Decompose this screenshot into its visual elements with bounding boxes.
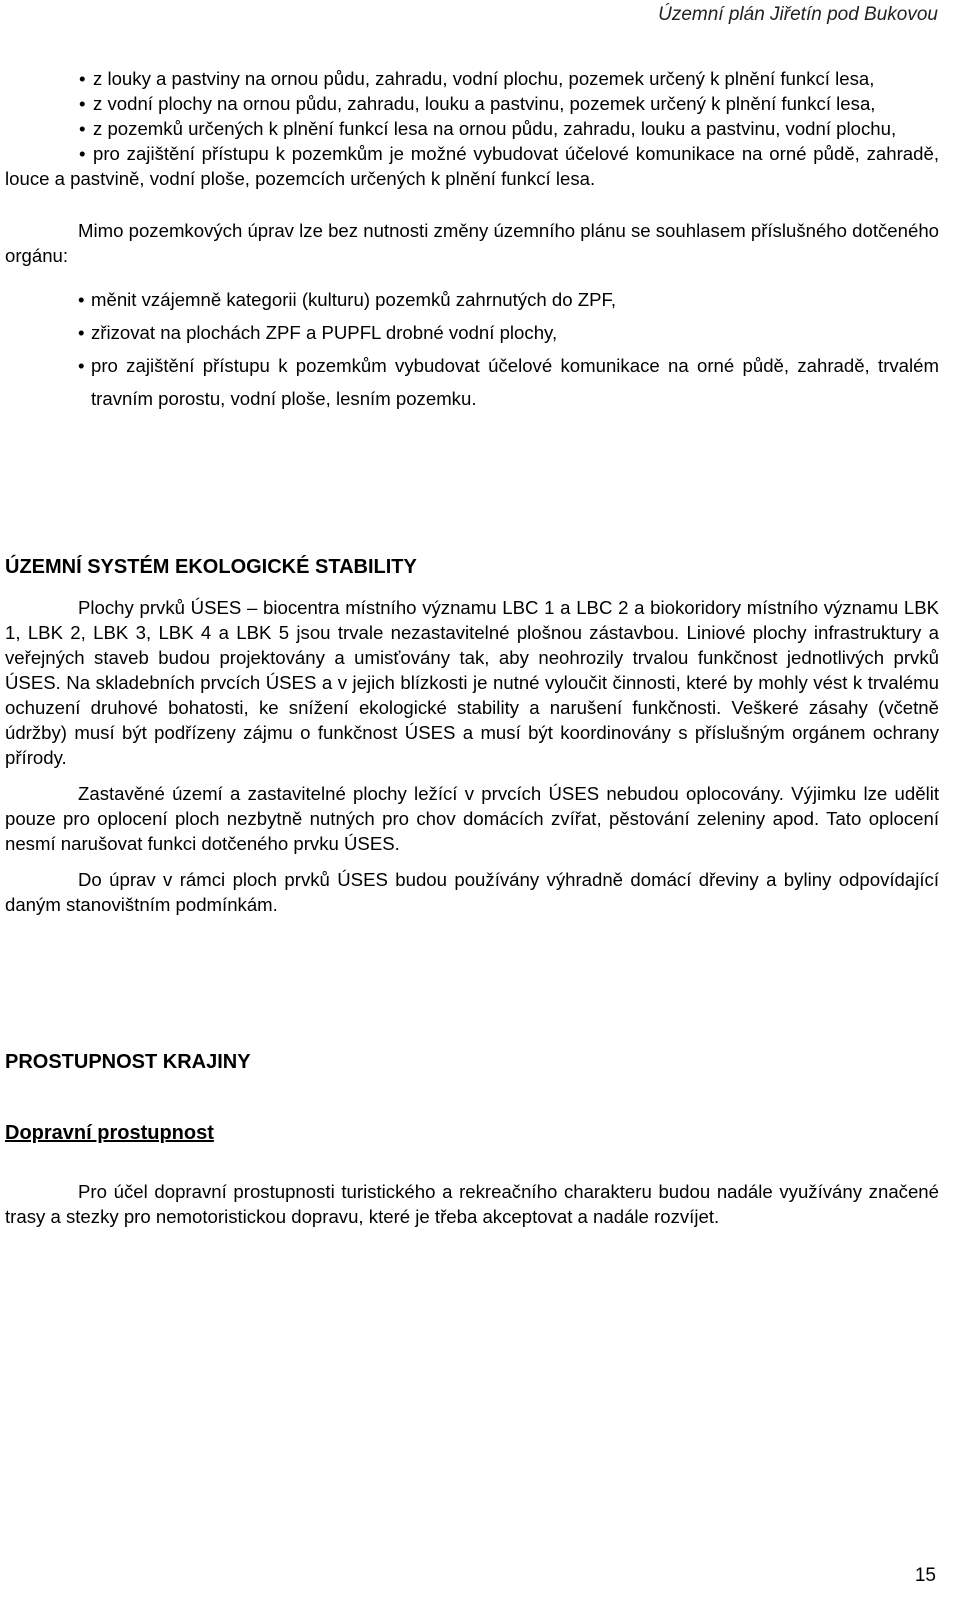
uses-paragraph-2: Zastavěné území a zastavitelné plochy ležící v prvcích ÚSES nebudou oplocovány. Výjimku lze udělit pouze pro oplocení ploch nezbytně nutných pro chov domácích zvířat, pěstování zeleniny apod. Tato oplocení nesmí narušovat funkci dotčeného prvku ÚSES. xyxy=(5,783,939,854)
list-item xyxy=(5,349,939,415)
list-item-text: pro zajištění přístupu k pozemkům je možné vybudovat účelové komunikace na orné půdě, zahradě, louce a pastvině, vodní ploše, pozemcích určených k plnění funkcí lesa. xyxy=(5,143,939,189)
page-content xyxy=(5,66,939,1229)
intro-paragraph: Mimo pozemkových úprav lze bez nutnosti změny územního plánu se souhlasem příslušného dotčeného orgánu: xyxy=(5,220,939,266)
subsection-heading-doprava: Dopravní prostupnost xyxy=(5,1122,214,1144)
bullet-icon: • xyxy=(79,93,86,114)
section-heading-uses: ÚZEMNÍ SYSTÉM EKOLOGICKÉ STABILITY xyxy=(5,556,417,578)
list-item-text: z pozemků určených k plnění funkcí lesa na ornou půdu, zahradu, louku a pastvinu, vodní plochu, xyxy=(93,118,897,139)
uses-paragraph-3: Do úprav v rámci ploch prvků ÚSES budou používány výhradně domácí dřeviny a byliny odpovídající daným stanovištním podmínkám. xyxy=(5,869,939,915)
list-item xyxy=(5,91,939,116)
permitted-changes-list xyxy=(5,283,939,415)
list-item-text: pro zajištění přístupu k pozemkům vybudovat účelové komunikace na orné půdě, zahradě, trvalém travním porostu, vodní ploše, lesním pozemku. xyxy=(91,355,939,409)
bullet-icon: • xyxy=(79,143,86,164)
doprava-paragraph: Pro účel dopravní prostupnosti turistického a rekreačního charakteru budou nadále využívány značené trasy a stezky pro nemotoristickou dopravu, které je třeba akceptovat a nadále rozvíjet. xyxy=(5,1181,939,1227)
page-header: Územní plán Jiřetín pod Bukovou xyxy=(658,4,938,25)
list-item xyxy=(5,316,939,349)
list-item xyxy=(5,116,939,141)
list-item xyxy=(5,141,939,191)
bullet-icon: • xyxy=(78,355,85,376)
bullet-icon: • xyxy=(79,68,86,89)
list-item xyxy=(5,283,939,316)
bullet-icon: • xyxy=(78,289,85,310)
list-item xyxy=(5,66,939,91)
land-change-list xyxy=(5,66,939,191)
list-item-text: zřizovat na plochách ZPF a PUPFL drobné vodní plochy, xyxy=(91,322,558,343)
list-item-text: měnit vzájemně kategorii (kulturu) pozemků zahrnutých do ZPF, xyxy=(91,289,616,310)
uses-paragraph-1: Plochy prvků ÚSES – biocentra místního významu LBC 1 a LBC 2 a biokoridory místního významu LBK 1, LBK 2, LBK 3, LBK 4 a LBK 5 jsou trvale nezastavitelné plošnou zástavbou. Liniové plochy infrastruktury a veřejných staveb budou projektovány a umisťovány tak, aby neohrozily trvalou funkčnost jednotlivých prvků ÚSES. Na skladebních prvcích ÚSES a v jejich blízkosti je nutné vyloučit činnosti, které by mohly vést k trvalému ochuzení druhové bohatosti, ke snížení ekologické stability a narušení funkčnosti. Veškeré zásahy (včetně údržby) musí být podřízeny zájmu o funkčnost ÚSES a musí být koordinovány s příslušným orgánem ochrany přírody. xyxy=(5,597,939,768)
list-item-text: z vodní plochy na ornou půdu, zahradu, louku a pastvinu, pozemek určený k plnění funkcí lesa, xyxy=(93,93,876,114)
bullet-icon: • xyxy=(78,322,85,343)
bullet-icon: • xyxy=(79,118,86,139)
section-heading-prostupnost: PROSTUPNOST KRAJINY xyxy=(5,1051,251,1073)
list-item-text: z louky a pastviny na ornou půdu, zahradu, vodní plochu, pozemek určený k plnění funkcí lesa, xyxy=(93,68,875,89)
page-number: 15 xyxy=(914,1565,936,1586)
